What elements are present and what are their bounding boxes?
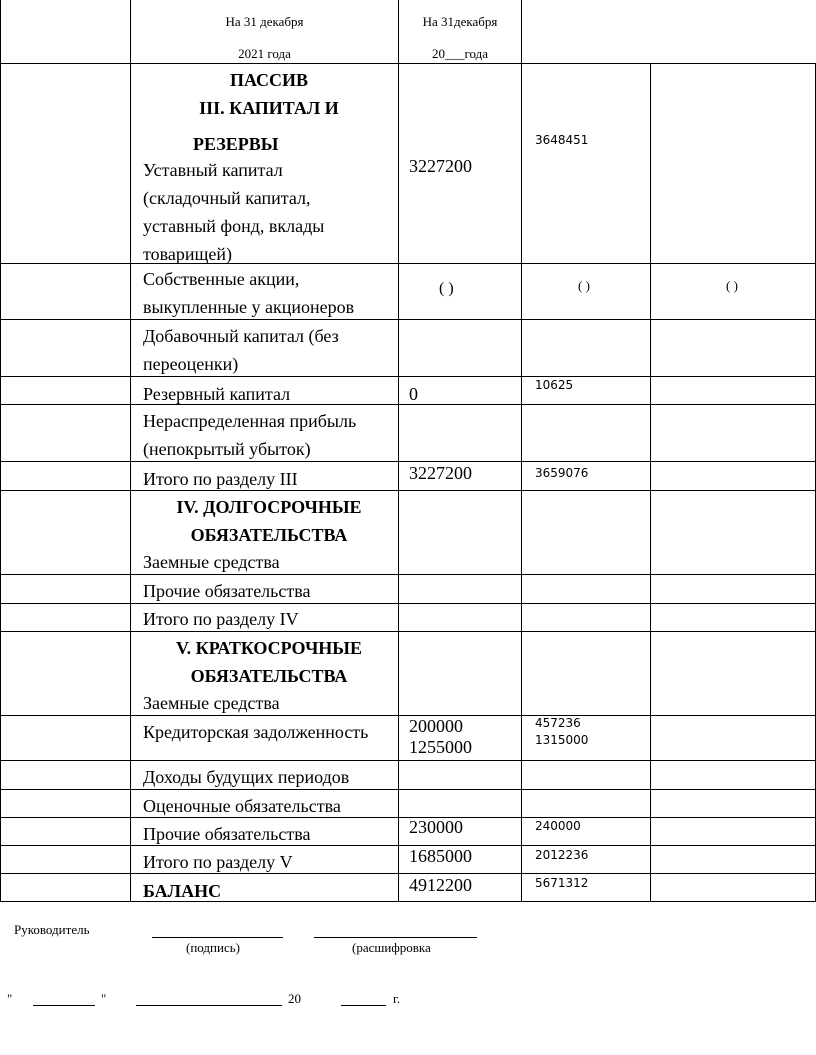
value-balance-previous: 5671312 <box>535 876 589 890</box>
section-title-capital: III. КАПИТАЛ И <box>199 98 339 118</box>
section-title-reserves: РЕЗЕРВЫ <box>193 134 279 154</box>
label-retained-earnings-2: (непокрытый убыток) <box>143 439 311 459</box>
label-charter-capital-4: товарищей) <box>143 244 232 264</box>
decode-line[interactable] <box>314 937 477 938</box>
value-other-short-term-current: 230000 <box>409 817 463 837</box>
label-charter-capital-1: Уставный капитал <box>143 160 283 180</box>
signature-line[interactable] <box>152 937 283 938</box>
header-current-line1: На 31 декабря <box>225 14 304 29</box>
value-total-section-5-previous: 2012236 <box>535 848 589 862</box>
label-additional-capital-2: переоценки) <box>143 354 239 374</box>
quote-close: " <box>101 991 107 1006</box>
label-total-section-3: Итого по разделу III <box>143 469 298 489</box>
value-total-section-3-current: 3227200 <box>409 463 472 483</box>
label-own-shares-1: Собственные акции, <box>143 269 300 289</box>
label-retained-earnings-1: Нераспределенная прибыль <box>143 411 357 431</box>
label-additional-capital-1: Добавочный капитал (без <box>143 326 339 346</box>
value-reserve-previous: 10625 <box>535 378 574 392</box>
label-charter-capital-2: (складочный капитал, <box>143 188 311 208</box>
day-line[interactable] <box>33 1005 95 1006</box>
value-payables-current-1: 200000 <box>409 716 463 736</box>
label-total-section-5: Итого по разделу V <box>143 852 293 872</box>
year-line[interactable] <box>341 1005 386 1006</box>
section-title-short-term-1: V. КРАТКОСРОЧНЫЕ <box>175 638 362 658</box>
value-total-section-5-current: 1685000 <box>409 846 472 866</box>
label-balance: БАЛАНС <box>143 881 222 901</box>
value-payables-previous-2: 1315000 <box>535 733 589 747</box>
label-charter-capital-3: уставный фонд, вклады <box>143 216 325 236</box>
month-line[interactable] <box>136 1005 282 1006</box>
section-title-short-term-2: ОБЯЗАТЕЛЬСТВА <box>190 666 348 686</box>
value-reserve-current: 0 <box>409 384 418 404</box>
value-own-shares-current: ( ) <box>439 280 454 297</box>
quote-open: " <box>7 991 13 1006</box>
label-payables: Кредиторская задолженность <box>143 722 369 742</box>
label-other-short-term: Прочие обязательства <box>143 824 311 844</box>
header-previous-line1: На 31декабря <box>422 14 498 29</box>
year-suffix: г. <box>393 991 401 1006</box>
decode-caption: (расшифровка <box>352 940 431 955</box>
section-title-long-term-2: ОБЯЗАТЕЛЬСТВА <box>190 525 348 545</box>
year-prefix: 20 <box>288 991 301 1006</box>
value-balance-current: 4912200 <box>409 875 472 895</box>
label-deferred-income: Доходы будущих периодов <box>143 767 350 787</box>
head-label: Руководитель <box>14 922 90 937</box>
header-current-line2: 2021 года <box>238 46 291 61</box>
value-total-section-3-previous: 3659076 <box>535 466 589 480</box>
signature-caption: (подпись) <box>186 940 240 955</box>
label-reserve-capital: Резервный капитал <box>143 384 291 404</box>
value-charter-capital-current: 3227200 <box>409 156 472 176</box>
label-short-term-borrowings: Заемные средства <box>143 693 280 713</box>
value-other-short-term-previous: 240000 <box>535 819 581 833</box>
section-title-passiv: ПАССИВ <box>229 70 309 90</box>
value-payables-current-2: 1255000 <box>409 737 472 757</box>
label-own-shares-2: выкупленные у акционеров <box>143 297 355 317</box>
value-payables-previous-1: 457236 <box>535 716 581 730</box>
value-own-shares-prior: ( ) <box>726 278 738 293</box>
label-other-long-term: Прочие обязательства <box>143 581 311 601</box>
table-header <box>0 0 816 63</box>
label-long-term-borrowings: Заемные средства <box>143 552 280 572</box>
section-title-long-term-1: IV. ДОЛГОСРОЧНЫЕ <box>176 497 362 517</box>
value-charter-capital-previous: 3648451 <box>535 133 589 147</box>
label-total-section-4: Итого по разделу IV <box>143 609 299 629</box>
label-estimated-liabilities: Оценочные обязательства <box>143 796 341 816</box>
header-previous-line2: 20___года <box>431 46 489 61</box>
value-own-shares-previous: ( ) <box>578 278 590 293</box>
